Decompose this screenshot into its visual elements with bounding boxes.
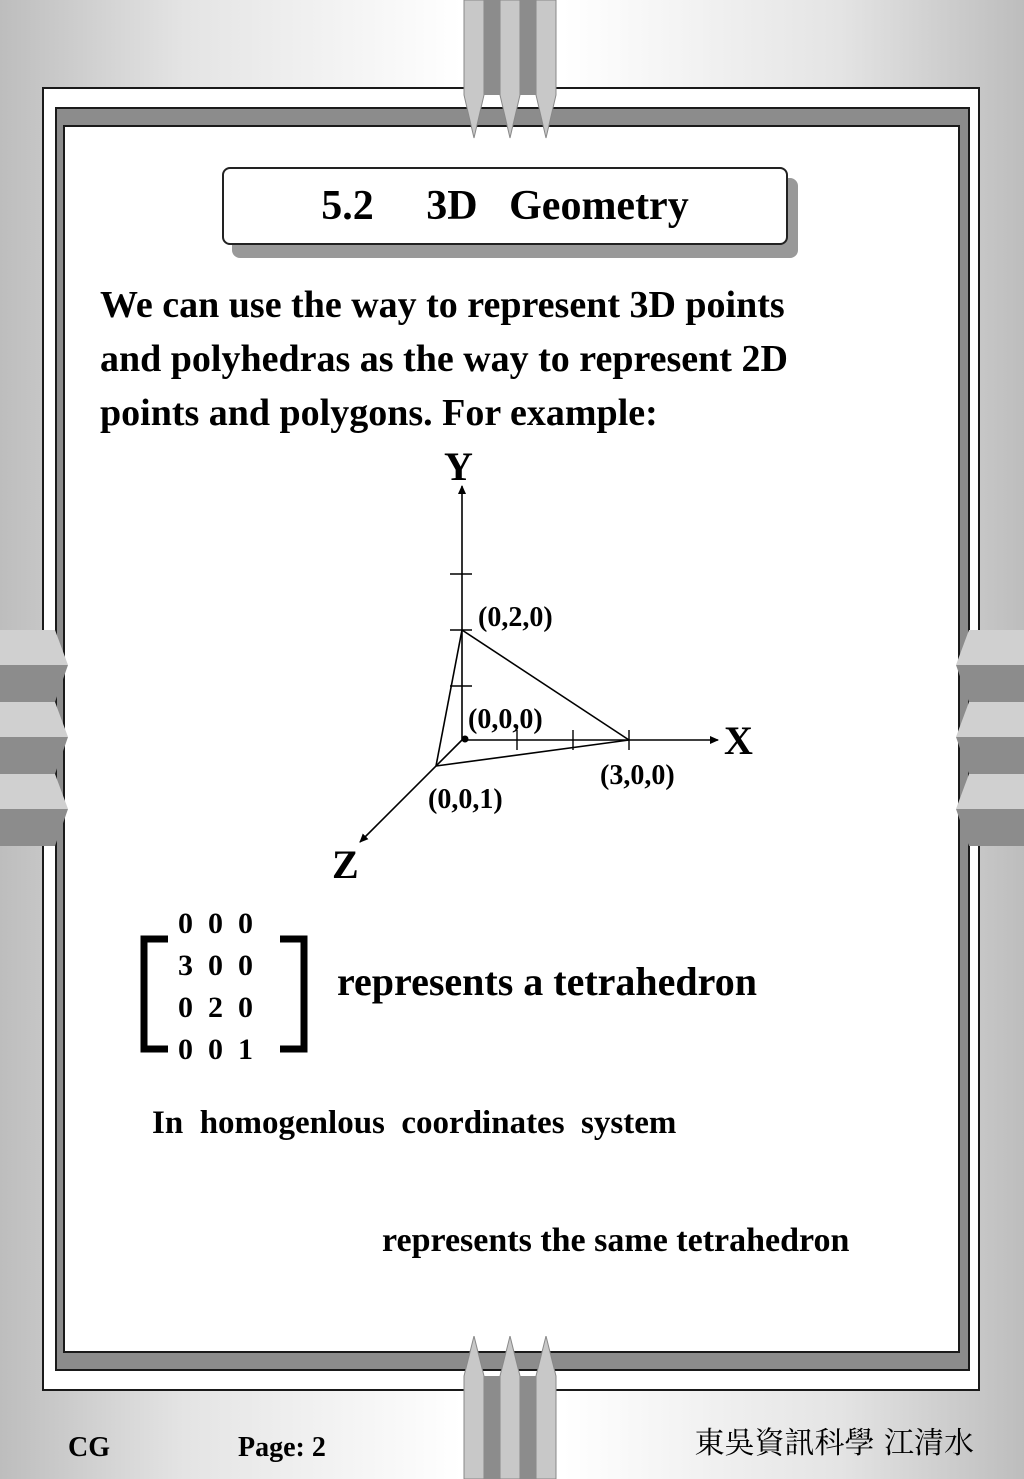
x-axis-label: X [724, 718, 753, 763]
point-label-origin: (0,0,0) [468, 704, 543, 735]
matrix-row: 0 0 1 [178, 1033, 253, 1066]
y-axis-label: Y [444, 444, 473, 489]
z-axis-label: Z [332, 842, 359, 887]
footer-author: 東吳資訊科學 江清水 [694, 1426, 974, 1461]
tetrahedron-diagram [320, 440, 780, 890]
bottom-prong-ornament [460, 1336, 564, 1479]
footer-course: CG [68, 1432, 110, 1463]
matrix-row: 0 2 0 [178, 991, 253, 1024]
paragraph-line: We can use the way to represent 3D points [100, 284, 785, 326]
statement-same-tetrahedron: represents the same tetrahedron [382, 1222, 850, 1259]
intro-paragraph [100, 278, 940, 440]
top-prong-ornament [460, 0, 564, 140]
point-label-z: (0,0,1) [428, 784, 503, 815]
vertex-matrix [140, 905, 310, 1066]
statement-represents-tetrahedron: represents a tetrahedron [337, 959, 757, 1004]
point-label-y: (0,2,0) [478, 602, 553, 633]
page-title: 5.2 3D Geometry [222, 167, 788, 245]
origin-dot [462, 736, 469, 743]
left-side-ornament [0, 630, 70, 850]
matrix-row: 0 0 0 [178, 907, 253, 940]
matrix-row: 3 0 0 [178, 949, 253, 982]
point-label-x: (3,0,0) [600, 760, 675, 791]
paragraph-line: and polyhedras as the way to represent 2D [100, 338, 788, 380]
footer-page-number: Page: 2 [238, 1432, 326, 1463]
statement-homogeneous: In homogenlous coordinates system [152, 1105, 677, 1141]
right-side-ornament [954, 630, 1024, 850]
paragraph-line: points and polygons. For example: [100, 392, 658, 434]
tetrahedron-edges [436, 630, 629, 766]
